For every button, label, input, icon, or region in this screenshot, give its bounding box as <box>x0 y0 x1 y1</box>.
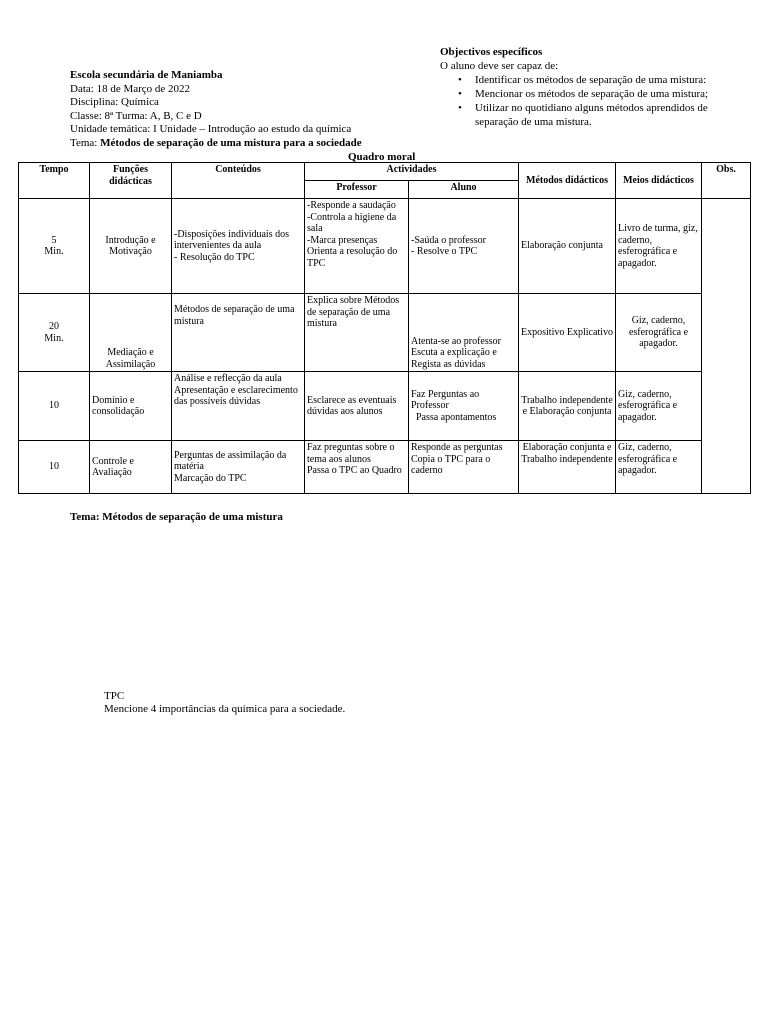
cell-aluno: Faz Perguntas ao Professor Passa apontamentos <box>409 372 519 441</box>
objectives-title: Objectivos específicos <box>440 46 543 58</box>
thematic-unit: Unidade temática: I Unidade – Introdução ao estudo da química <box>70 123 352 135</box>
cell-aluno: Atenta-se ao professor Escuta a explicação e Regista as dúvidas <box>409 294 519 372</box>
class-info: Classe: 8ª Turma: A, B, C e D <box>70 109 202 122</box>
cell-conteudo: Perguntas de assimilação da matéria Marcação do TPC <box>172 441 305 494</box>
header-metodos: Métodos didácticos <box>519 163 616 199</box>
cell-metodo: Expositivo Explicativo <box>519 294 616 372</box>
cell-conteudo: Análise e reflecção da aula Apresentação e esclarecimento das possíveis dúvidas <box>172 372 305 441</box>
homework-label: TPC <box>104 690 125 702</box>
cell-tempo: 10 <box>19 441 90 494</box>
section-theme: Tema: Métodos de separação de uma mistura <box>70 511 283 523</box>
objective-item: • Identificar os métodos de separação de uma mistura: <box>475 73 740 87</box>
theme-label: Tema: <box>70 136 101 149</box>
cell-professor: Esclarece as eventuais dúvidas aos alunos <box>305 372 409 441</box>
header-aluno: Aluno <box>409 181 519 199</box>
lesson-date: Data: 18 de Março de 2022 <box>70 82 191 95</box>
homework-text: Mencione 4 importâncias da química para a sociedade. <box>104 703 346 715</box>
cell-funcao: Mediação e Assimilação <box>90 294 172 372</box>
table-caption: Quadro moral <box>348 151 416 163</box>
cell-tempo: 5 Min. <box>19 199 90 294</box>
school-name: Escola secundária de Maniamba <box>70 69 223 81</box>
table-row <box>19 441 751 494</box>
header-professor: Professor <box>305 181 409 199</box>
cell-professor: Faz preguntas sobre o tema aos alunos Passa o TPC ao Quadro <box>305 441 409 494</box>
header-conteudos: Conteúdos <box>172 163 305 199</box>
cell-conteudo: Métodos de separação de uma mistura <box>172 294 305 372</box>
theme-title: Métodos de separação de uma mistura para a sociedade <box>100 136 362 149</box>
cell-tempo: 10 <box>19 372 90 441</box>
table-row <box>19 199 751 294</box>
cell-metodo: Trabalho independente e Elaboração conjunta <box>519 372 616 441</box>
cell-aluno: Responde as perguntas Copia o TPC para o caderno <box>409 441 519 494</box>
cell-conteudo: -Disposições individuais dos intervenientes da aula - Resolução do TPC <box>172 199 305 294</box>
table-row <box>19 372 751 441</box>
cell-meios: Giz, caderno, esferográfica e apagador. <box>616 294 702 372</box>
header-meios: Meios didácticos <box>616 163 702 199</box>
cell-meios: Giz, caderno, esferográfica e apagador. <box>616 372 702 441</box>
lesson-header <box>70 69 362 150</box>
cell-obs <box>702 199 751 494</box>
cell-funcao: Controle e Avaliação <box>90 441 172 494</box>
cell-meios: Giz, caderno, esferográfica e apagador. <box>616 441 702 494</box>
objectives-block <box>440 45 740 129</box>
objective-item: • Utilizar no quotidiano alguns métodos aprendidos de separação de uma mistura. <box>475 101 740 129</box>
cell-professor: Explica sobre Métodos de separação de uma mistura <box>305 294 409 372</box>
cell-aluno: -Saúda o professor - Resolve o TPC <box>409 199 519 294</box>
discipline: Disciplina: Química <box>70 96 159 108</box>
objectives-intro: O aluno deve ser capaz de: <box>440 60 559 72</box>
cell-tempo: 20 Min. <box>19 294 90 372</box>
header-funcoes: Funções didácticas <box>90 163 172 199</box>
objectives-list <box>440 73 740 129</box>
lesson-theme <box>70 137 362 151</box>
header-obs: Obs. <box>702 163 751 199</box>
header-tempo: Tempo <box>19 163 90 199</box>
table-row <box>19 294 751 372</box>
lesson-plan-table <box>18 162 751 494</box>
cell-meios: Livro de turma, giz, caderno, esferográfica e apagador. <box>616 199 702 294</box>
cell-metodo: Elaboração conjunta <box>519 199 616 294</box>
header-actividades: Actividades <box>305 163 519 181</box>
cell-funcao: Introdução e Motivação <box>90 199 172 294</box>
objective-item: • Mencionar os métodos de separação de uma mistura; <box>475 87 740 101</box>
cell-professor: -Responde a saudação -Controla a higiene da sala -Marca presenças Orienta a resolução do TPC <box>305 199 409 294</box>
cell-metodo: Elaboração conjunta e Trabalho independente <box>519 441 616 494</box>
homework-block <box>104 690 345 716</box>
cell-funcao: Domínio e consolidação <box>90 372 172 441</box>
